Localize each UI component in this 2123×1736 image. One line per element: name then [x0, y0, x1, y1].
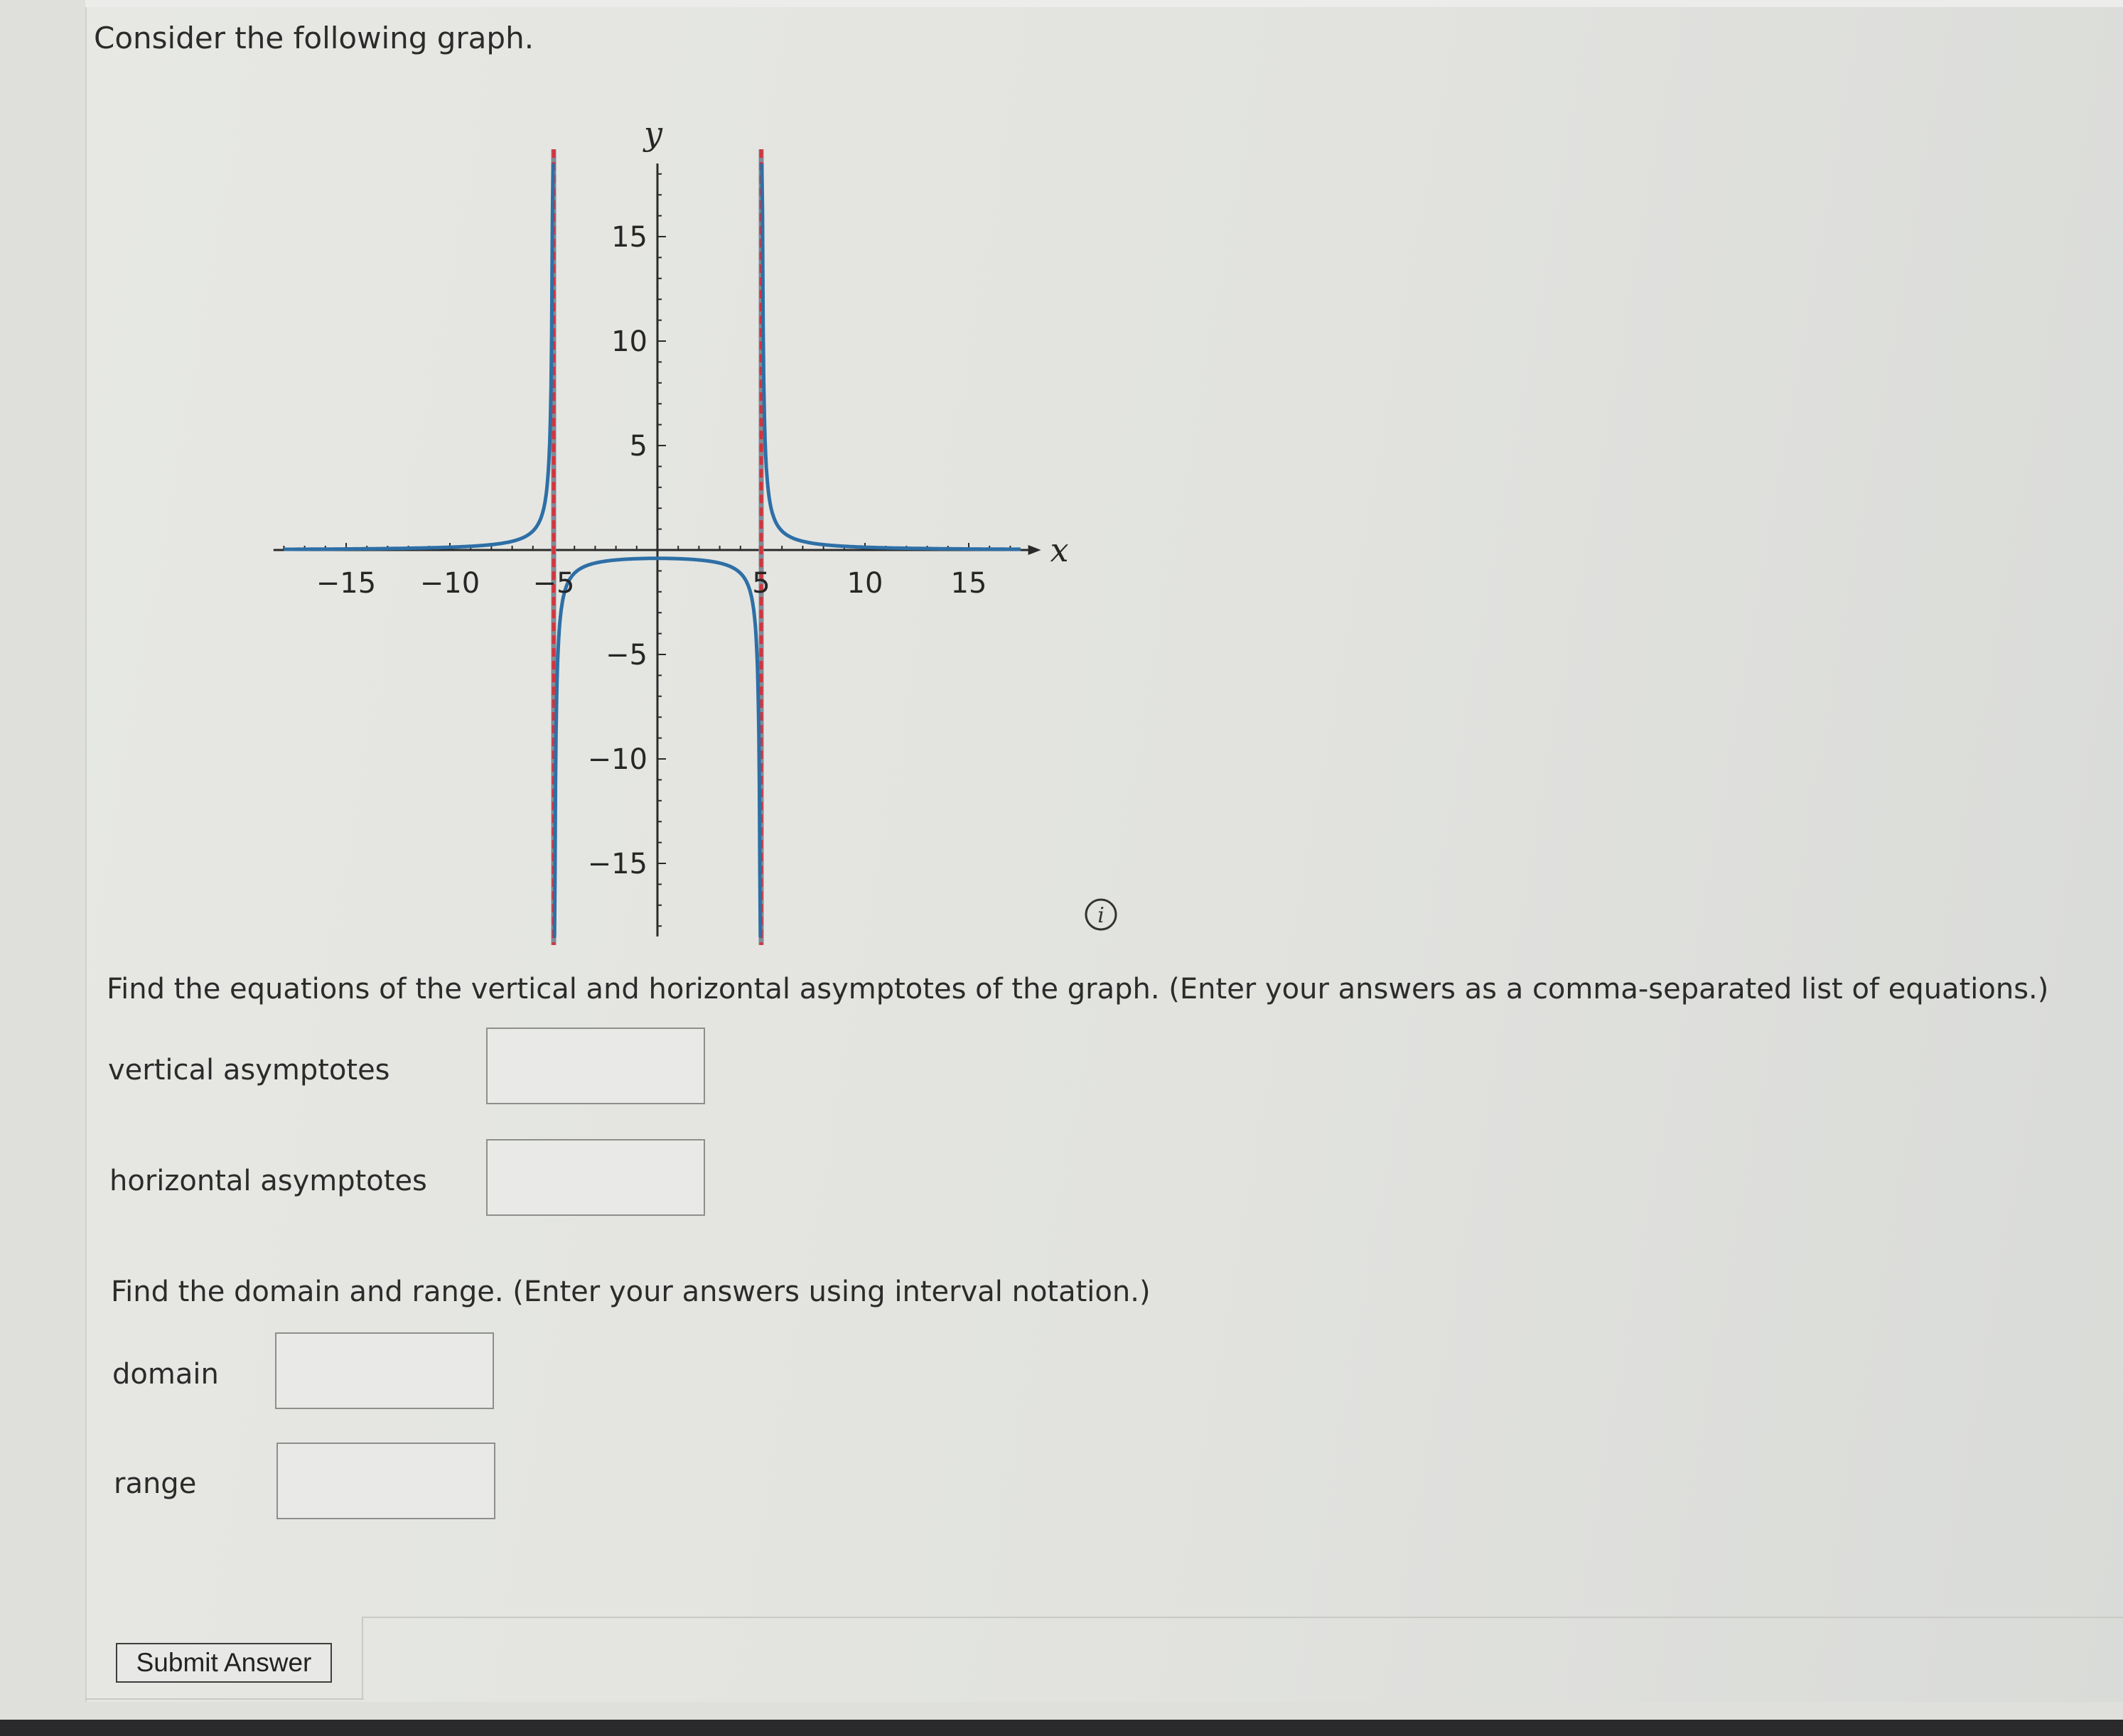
vertical-asymptotes-label: vertical asymptotes	[108, 1054, 390, 1087]
top-strip	[85, 0, 2123, 7]
asymptote-question: Find the equations of the vertical and horizontal asymptotes of the graph. (Enter your answers as a comma-separated list of equations.)	[107, 973, 2049, 1006]
range-input[interactable]	[276, 1443, 495, 1519]
divider	[85, 1698, 364, 1700]
domain-label: domain	[112, 1358, 219, 1391]
domain-range-question: Find the domain and range. (Enter your answers using interval notation.)	[111, 1276, 1151, 1308]
tick-labels	[316, 114, 1069, 880]
domain-input[interactable]	[275, 1332, 494, 1409]
y-axis-label: y	[644, 114, 662, 153]
x-tick-label: −10	[419, 567, 480, 600]
y-tick-label: 15	[611, 221, 647, 254]
y-tick-label: −15	[587, 848, 647, 880]
intro-text: Consider the following graph.	[94, 21, 534, 55]
x-tick-label: −15	[316, 567, 377, 600]
x-tick-label: 10	[846, 567, 883, 600]
svg-text:i: i	[1097, 903, 1105, 928]
rational-function-graph	[270, 107, 1095, 945]
divider	[362, 1617, 363, 1700]
y-tick-label: 10	[611, 325, 647, 358]
submit-answer-button[interactable]: Submit Answer	[116, 1643, 332, 1683]
right-branch	[762, 163, 1021, 549]
x-tick-label: 5	[752, 567, 770, 600]
y-tick-label: −5	[606, 639, 647, 672]
y-tick-label: −10	[587, 743, 647, 776]
x-tick-label: 15	[950, 567, 987, 600]
x-axis-arrow	[1028, 545, 1041, 555]
x-axis-label: x	[1050, 531, 1069, 569]
range-label: range	[114, 1467, 197, 1500]
info-icon[interactable]	[1083, 897, 1119, 932]
divider	[362, 1617, 2123, 1618]
horizontal-asymptotes-label: horizontal asymptotes	[109, 1165, 427, 1197]
y-tick-label: 5	[629, 430, 647, 463]
horizontal-asymptotes-input[interactable]	[486, 1139, 705, 1216]
vertical-asymptotes-input[interactable]	[486, 1028, 705, 1104]
x-tick-label: −5	[532, 567, 575, 600]
left-branch	[284, 163, 553, 549]
bottom-bar	[0, 1720, 2123, 1736]
